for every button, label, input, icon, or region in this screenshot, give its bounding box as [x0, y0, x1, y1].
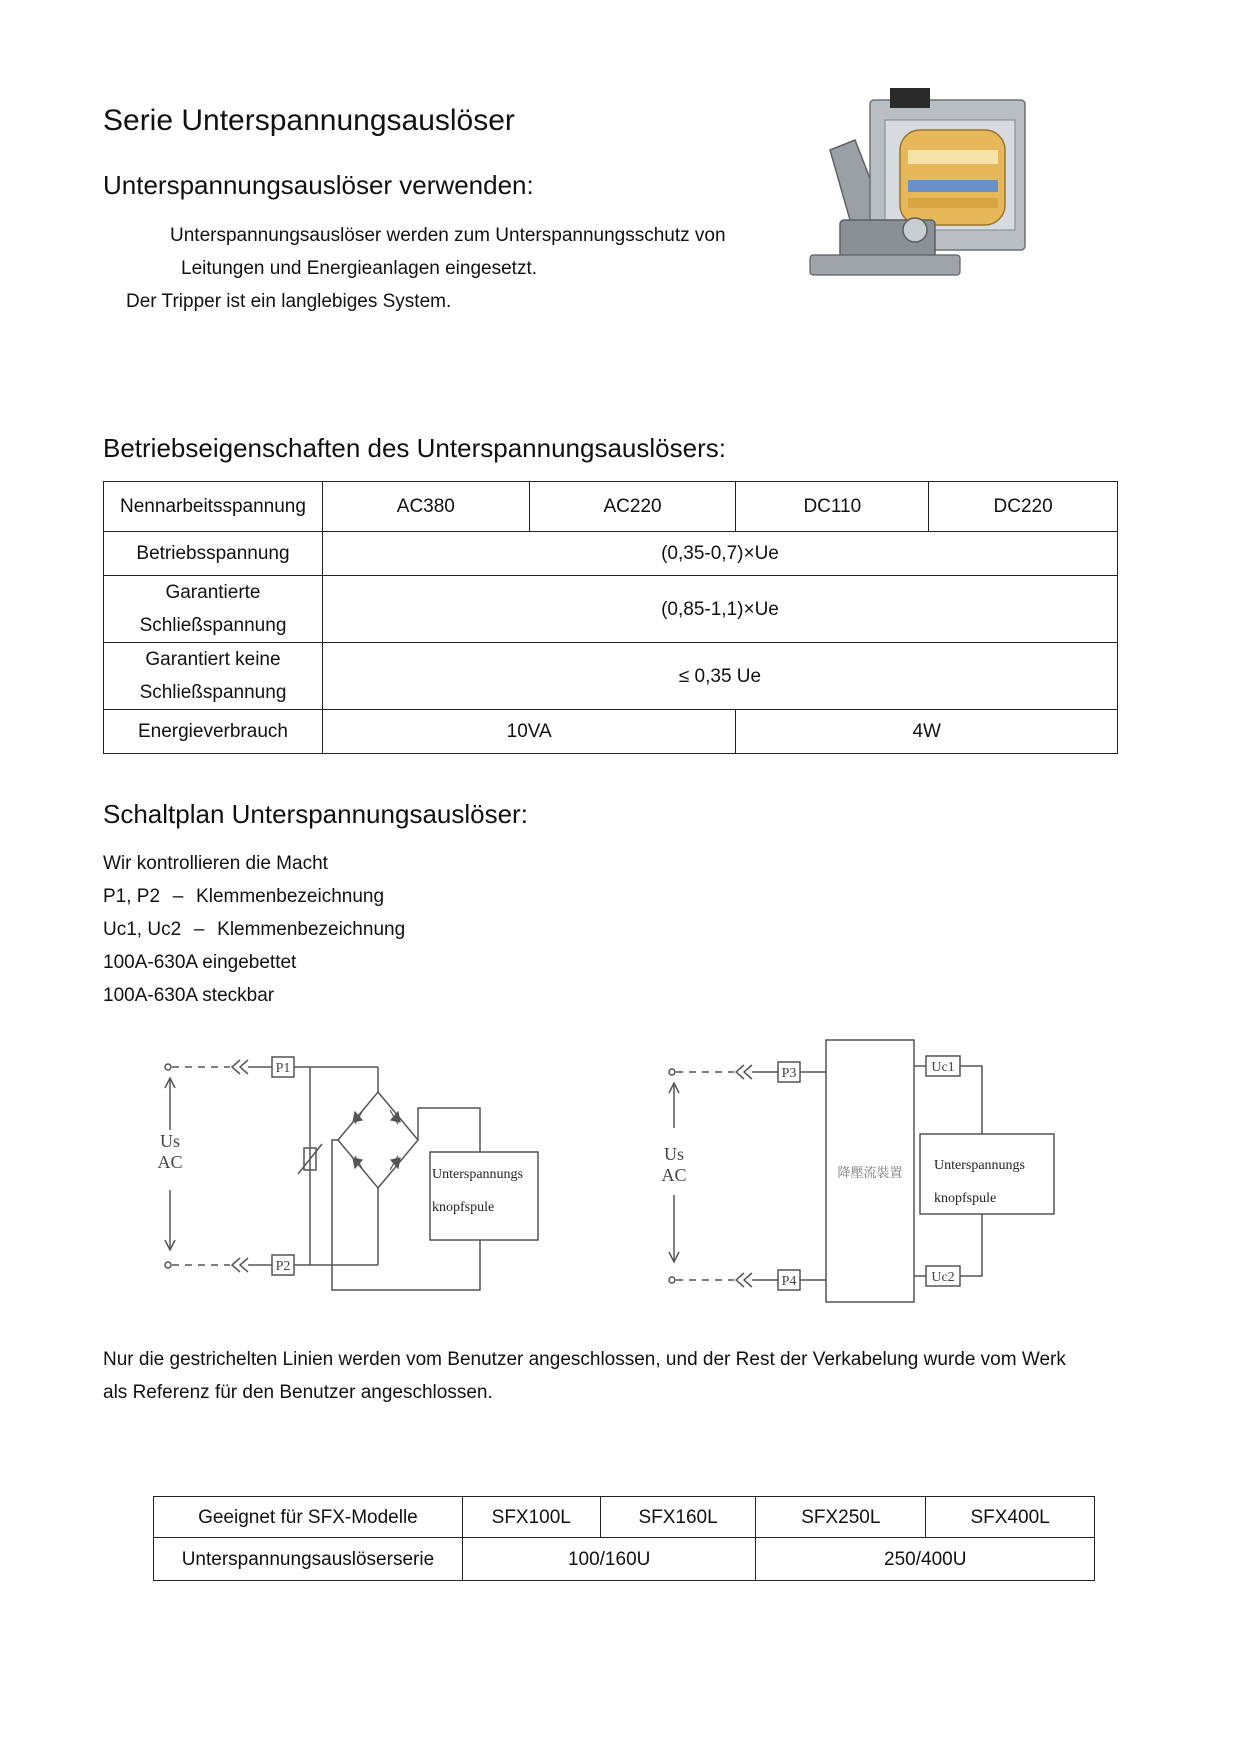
- table-cell: (0,35-0,7)×Ue: [322, 532, 1117, 576]
- terminal-code: P1, P2: [103, 886, 161, 907]
- wiring-item: [103, 913, 405, 946]
- product-photo: [800, 80, 1045, 305]
- usage-line-2: Leitungen und Energieanlagen eingesetzt.: [181, 258, 538, 279]
- models-table: [153, 1496, 1095, 1581]
- table-header-cell: SFX400L: [926, 1497, 1095, 1538]
- table-row: [154, 1538, 1095, 1581]
- terminal-p4: P4: [781, 1274, 797, 1289]
- terminal-p3: P3: [781, 1066, 797, 1081]
- wiring-embedded: 100A-630A eingebettet: [103, 952, 297, 973]
- device-label: 降壓流裝置: [837, 1166, 903, 1181]
- properties-table: [103, 481, 1118, 754]
- terminal-code: Uc1, Uc2: [103, 919, 182, 940]
- current-type-label: AC: [661, 1165, 687, 1185]
- table-cell: 10VA: [322, 710, 735, 754]
- table-header-cell: DC220: [929, 482, 1118, 532]
- label-line: Garantiert keine: [145, 649, 281, 670]
- table-header-cell: AC380: [322, 482, 529, 532]
- table-cell: ≤ 0,35 Ue: [322, 643, 1117, 710]
- table-header-cell: Nennarbeitsspannung: [104, 482, 323, 532]
- separator: –: [193, 919, 205, 940]
- terminal-desc: Klemmenbezeichnung: [196, 886, 385, 907]
- label-line: Schließspannung: [139, 615, 287, 636]
- usage-heading: Unterspannungsauslöser verwenden:: [103, 170, 534, 200]
- table-header-cell: Geeignet für SFX-Modelle: [154, 1497, 463, 1538]
- table-row-label: [104, 643, 323, 710]
- table-row: [104, 532, 1118, 576]
- table-row: [104, 576, 1118, 643]
- label-line: Schließspannung: [139, 682, 287, 703]
- note-line-2: als Referenz für den Benutzer angeschlossen.: [103, 1382, 493, 1403]
- usage-line-3: Der Tripper ist ein langlebiges System.: [126, 291, 452, 312]
- table-header-cell: DC110: [736, 482, 929, 532]
- coil-label-line1: Unterspannungs: [934, 1158, 1025, 1173]
- wiring-item: [103, 880, 384, 913]
- terminal-uc2: Uc2: [931, 1270, 955, 1285]
- table-header-cell: SFX160L: [600, 1497, 756, 1538]
- wiring-heading: Schaltplan Unterspannungsauslöser:: [103, 799, 528, 829]
- wiring-intro: Wir kontrollieren die Macht: [103, 853, 328, 874]
- table-row: [104, 643, 1118, 710]
- table-header-cell: SFX250L: [756, 1497, 926, 1538]
- table-row-label: [104, 576, 323, 643]
- table-cell: 250/400U: [756, 1538, 1095, 1581]
- wiring-plug: 100A-630A steckbar: [103, 985, 275, 1006]
- table-row: [104, 482, 1118, 532]
- table-cell: 4W: [736, 710, 1118, 754]
- separator: –: [172, 886, 184, 907]
- page-title: Serie Unterspannungsauslöser: [103, 104, 515, 137]
- terminal-p1: P1: [275, 1061, 291, 1076]
- coil-label-line2: knopfspule: [432, 1200, 495, 1215]
- coil-label-line1: Unterspannungs: [432, 1167, 523, 1182]
- note-line-1: Nur die gestrichelten Linien werden vom Benutzer angeschlossen, und der Rest der Verkabelung wurde vom Werk: [103, 1349, 1066, 1370]
- terminal-desc: Klemmenbezeichnung: [217, 919, 406, 940]
- properties-heading: Betriebseigenschaften des Unterspannungsauslösers:: [103, 433, 726, 463]
- table-row-label: Energieverbrauch: [104, 710, 323, 754]
- table-header-cell: AC220: [529, 482, 736, 532]
- table-row: [104, 710, 1118, 754]
- coil-label-line2: knopfspule: [934, 1191, 997, 1206]
- voltage-label: Us: [663, 1144, 685, 1164]
- table-row-label: Betriebsspannung: [104, 532, 323, 576]
- table-row: [154, 1497, 1095, 1538]
- usage-line-1: Unterspannungsauslöser werden zum Unterspannungsschutz von: [170, 225, 726, 246]
- table-row-label: Unterspannungsauslöserserie: [154, 1538, 463, 1581]
- table-cell: (0,85-1,1)×Ue: [322, 576, 1117, 643]
- label-line: Garantierte: [165, 582, 261, 603]
- circuit-diagram-left: [150, 1040, 570, 1310]
- terminal-p2: P2: [275, 1259, 291, 1274]
- table-cell: 100/160U: [462, 1538, 756, 1581]
- current-type-label: AC: [157, 1152, 183, 1172]
- terminal-uc1: Uc1: [931, 1060, 955, 1075]
- table-header-cell: SFX100L: [462, 1497, 600, 1538]
- circuit-diagram-right: [660, 1030, 1080, 1320]
- voltage-label: Us: [159, 1131, 181, 1151]
